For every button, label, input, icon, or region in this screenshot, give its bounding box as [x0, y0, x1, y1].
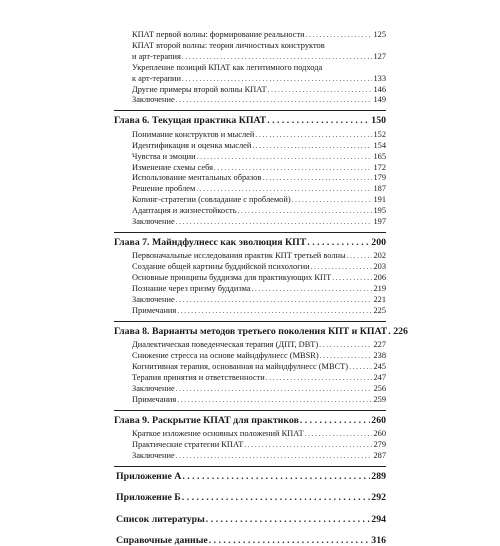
dot-leader	[252, 284, 373, 293]
toc-entry-title: Другие примеры второй волны КПАТ	[132, 84, 267, 94]
dot-leader	[311, 262, 373, 271]
toc-entry-title: Заключение	[132, 451, 175, 460]
toc-entry-title: Справочные данные	[116, 535, 208, 546]
dot-leader	[176, 384, 373, 393]
toc-backmatter-entry[interactable]	[116, 535, 386, 546]
dot-leader	[306, 30, 373, 39]
toc-entry-title: Заключение	[132, 295, 175, 304]
toc-entry-title: Примечания	[132, 305, 177, 315]
dot-leader	[262, 173, 372, 182]
toc-entry-title: Укрепление позиций КПАТ как легитимного подхода	[132, 62, 323, 72]
toc-entry-page-number: 294	[371, 513, 386, 525]
toc-entry-title: Заключение	[132, 217, 175, 226]
dot-leader	[209, 535, 371, 546]
toc-entry-title: к арт-терапии	[132, 73, 182, 83]
toc-backmatter-entry[interactable]	[116, 471, 386, 482]
toc-section-entry[interactable]	[132, 184, 386, 193]
toc-entry-title: Первоначальные исследования практик КПТ третьей волны	[132, 251, 346, 261]
toc-entry-page-number: 202	[373, 251, 386, 261]
dot-leader	[300, 415, 370, 426]
dot-leader	[267, 115, 370, 126]
toc-entry-page-number: 200	[371, 236, 386, 248]
dot-leader	[319, 340, 372, 349]
toc-entry-page-number: 226	[393, 325, 408, 337]
toc-entry-title: Идентификация и оценка мыслей	[132, 140, 252, 150]
toc-section-entry[interactable]	[132, 362, 386, 371]
toc-chapter-entry[interactable]	[114, 115, 386, 126]
toc-entry-page-number: 221	[373, 295, 386, 304]
toc-section-entry[interactable]	[132, 340, 386, 349]
dot-leader	[266, 373, 373, 382]
toc-section-entry[interactable]	[132, 384, 386, 393]
toc-entry-title: Использование ментальных образов	[132, 173, 262, 183]
toc-entry-title: и арт-терапия	[132, 51, 181, 61]
toc-section-entry[interactable]	[132, 63, 386, 72]
toc-chapter-entry[interactable]	[114, 415, 386, 426]
toc-entry-title: Приложение А	[116, 470, 182, 482]
toc-entry-page-number: 256	[373, 383, 386, 393]
toc-entry-title: Краткое изложение основных положений КПАТ	[132, 429, 304, 439]
toc-section-entry[interactable]	[132, 195, 386, 204]
dot-leader	[244, 440, 372, 449]
section-divider	[114, 321, 386, 322]
toc-entry-page-number: 238	[373, 351, 386, 361]
toc-entry-page-number: 289	[371, 470, 386, 482]
toc-entry-title: Адаптация и жизнестойкость	[132, 206, 237, 216]
toc-entry-page-number: 203	[373, 262, 386, 272]
dot-leader	[388, 326, 392, 337]
toc-section-entry[interactable]	[132, 30, 386, 39]
toc-section-entry[interactable]	[132, 429, 386, 438]
toc-section-entry[interactable]	[132, 295, 386, 304]
dot-leader	[347, 251, 373, 260]
toc-entry-title: Глава 6. Текущая практика КПАТ	[114, 115, 267, 127]
toc-entry-title: Основные принципы буддизма для практикующих КПТ	[132, 273, 332, 283]
dot-leader	[182, 74, 372, 83]
toc-section-entry[interactable]	[132, 206, 386, 215]
toc-entry-title: Примечания	[132, 394, 177, 404]
toc-section-entry[interactable]	[132, 284, 386, 293]
toc-entry-page-number: 245	[373, 362, 386, 372]
toc-entry-page-number: 197	[373, 217, 386, 226]
toc-section-entry[interactable]	[132, 130, 386, 139]
dot-leader	[320, 351, 373, 360]
toc-entry-page-number: 195	[373, 206, 386, 216]
toc-chapter-entry[interactable]	[114, 325, 408, 337]
dot-leader	[332, 273, 372, 282]
dot-leader	[177, 306, 372, 315]
toc-section-entry[interactable]	[132, 152, 386, 161]
dot-leader	[252, 141, 372, 150]
toc-entry-page-number: 150	[371, 115, 386, 127]
toc-section-entry[interactable]	[132, 306, 386, 315]
toc-entry-page-number: 146	[373, 84, 386, 94]
toc-entry-title: Снижение стресса на основе майндфулнесс (MBSR)	[132, 351, 319, 361]
toc-entry-page-number: 292	[371, 492, 386, 504]
toc-section-entry[interactable]	[132, 74, 386, 83]
dot-leader	[182, 471, 370, 482]
section-divider	[114, 410, 386, 411]
toc-entry-title: Глава 7. Майндфулнесс как эволюция КПТ	[114, 236, 307, 248]
toc-entry-title: КПАТ второй волны: теория личностных конструктов	[132, 40, 325, 50]
toc-section-entry[interactable]	[132, 163, 386, 172]
toc-entry-page-number: 260	[373, 429, 386, 439]
dot-leader	[238, 206, 373, 215]
toc-entry-page-number: 125	[373, 30, 386, 39]
section-divider	[114, 466, 386, 467]
dot-leader	[176, 217, 373, 226]
toc-section-entry[interactable]	[132, 52, 386, 61]
toc-entry-title: Приложение Б	[116, 492, 181, 504]
toc-entry-title: Список литературы	[116, 513, 205, 525]
dot-leader	[177, 395, 372, 404]
dot-leader	[305, 429, 373, 438]
section-divider	[114, 232, 386, 233]
toc-entry-title: Заключение	[132, 95, 175, 105]
toc-backmatter-entry[interactable]	[116, 492, 386, 503]
toc-entry-title: Когнитивная терапия, основанная на майндфулнесс (MBCT)	[132, 362, 349, 372]
toc-section-entry[interactable]	[132, 85, 386, 94]
toc-section-entry[interactable]	[132, 173, 386, 182]
toc-entry-page-number: 316	[371, 535, 386, 546]
dot-leader	[307, 237, 370, 248]
toc-section-entry[interactable]	[132, 41, 386, 50]
toc-section-entry[interactable]	[132, 251, 386, 260]
dot-leader	[176, 295, 373, 304]
toc-entry-title: Познание через призму буддизма	[132, 284, 251, 294]
toc-entry-page-number: 165	[373, 151, 386, 161]
toc-entry-title: Заключение	[132, 383, 175, 393]
toc-entry-title: Понимание конструктов и мыслей	[132, 129, 255, 139]
toc-entry-title: Копинг-стратегии (совладание с проблемой)	[132, 195, 291, 205]
dot-leader	[196, 184, 372, 193]
toc-entry-page-number: 219	[373, 284, 386, 294]
toc-entry-page-number: 206	[373, 273, 386, 283]
toc-section-entry[interactable]	[132, 395, 386, 404]
toc-entry-title: Чувства и эмоции	[132, 151, 196, 161]
toc-entry-page-number: 149	[373, 95, 386, 105]
dot-leader	[349, 362, 372, 371]
dot-leader	[182, 52, 373, 61]
toc-backmatter-entry[interactable]	[116, 514, 386, 525]
dot-leader	[255, 130, 372, 139]
toc-entry-page-number: 152	[373, 129, 386, 139]
toc-section-entry[interactable]	[132, 373, 386, 382]
toc-entry-title: Глава 9. Раскрытие КПАТ для практиков	[114, 414, 299, 426]
dot-leader	[214, 163, 372, 172]
toc-entry-page-number: 172	[373, 162, 386, 172]
toc-section-entry[interactable]	[132, 95, 386, 104]
toc-chapter-entry[interactable]	[114, 237, 386, 248]
toc-entry-page-number: 179	[373, 173, 386, 183]
dot-leader	[292, 195, 373, 204]
toc-entry-page-number: 287	[373, 451, 386, 460]
toc-entry-page-number: 260	[371, 414, 386, 426]
toc-entry-title: Изменение схемы себя	[132, 162, 213, 172]
toc-entry-title: КПАТ первой волны: формирование реальности	[132, 30, 305, 39]
toc-entry-page-number: 225	[373, 305, 386, 315]
dot-leader	[268, 85, 373, 94]
toc-section-entry[interactable]	[132, 351, 386, 360]
toc-entry-page-number: 133	[373, 73, 386, 83]
toc-entry-page-number: 247	[373, 373, 386, 382]
toc-entry-title: Практические стратегии КПАТ	[132, 440, 244, 450]
dot-leader	[176, 451, 373, 460]
toc-entry-page-number: 127	[373, 51, 386, 61]
toc-section-entry[interactable]	[132, 141, 386, 150]
toc-entry-page-number: 259	[373, 394, 386, 404]
toc-section-entry[interactable]	[132, 262, 386, 271]
toc-entry-title: Решение проблем	[132, 184, 196, 194]
toc-entry-title: Создание общей картины буддийской психологии	[132, 262, 310, 272]
section-divider	[114, 110, 386, 111]
toc-entry-page-number: 187	[373, 184, 386, 194]
toc-section-entry[interactable]	[132, 217, 386, 226]
toc-entry-page-number: 154	[373, 140, 386, 150]
toc-section-entry[interactable]	[132, 440, 386, 449]
toc-entry-title: Глава 8. Варианты методов третьего поколения КПТ и КПАТ	[114, 325, 388, 337]
toc-entry-title: Терапия принятия и ответственности	[132, 373, 265, 382]
dot-leader	[206, 514, 371, 525]
dot-leader	[182, 492, 371, 503]
dot-leader	[176, 95, 373, 104]
toc-section-entry[interactable]	[132, 273, 386, 282]
toc-section-entry[interactable]	[132, 451, 386, 460]
toc-entry-page-number: 227	[373, 340, 386, 350]
toc-entry-page-number: 191	[373, 195, 386, 205]
toc-entry-title: Диалектическая поведенческая терапия (ДПТ, DBT)	[132, 340, 319, 350]
dot-leader	[197, 152, 373, 161]
toc-entry-page-number: 279	[373, 440, 386, 450]
